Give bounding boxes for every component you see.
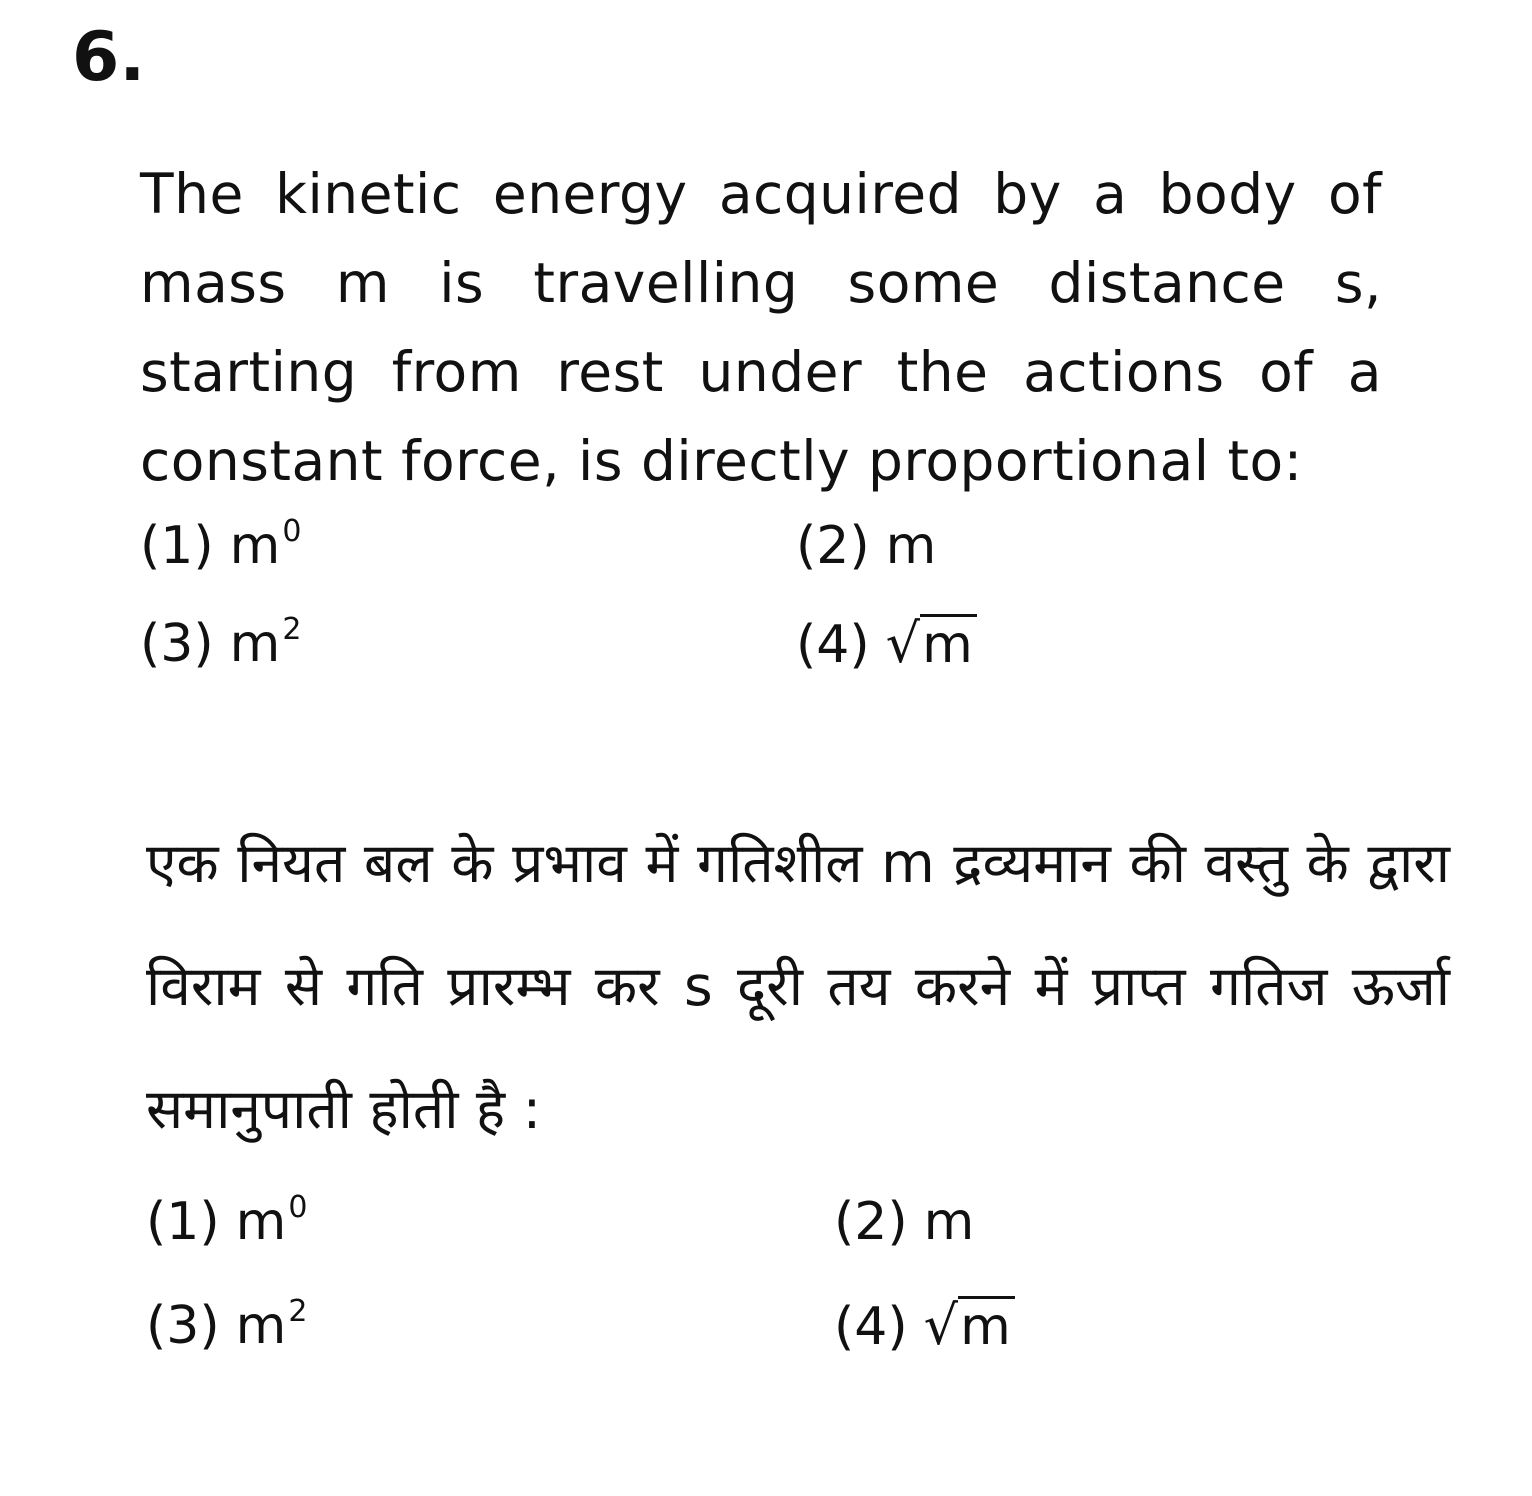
radical-sign: √ [885,612,921,675]
option-number: (2) [796,516,870,576]
option-base: m [885,516,937,576]
option-1-english[interactable] [140,514,301,586]
option-number: (3) [146,1296,220,1356]
option-exponent: 0 [282,514,302,549]
radical-sign: √ [923,1294,959,1357]
option-1-hindi[interactable] [146,1190,307,1262]
question-number: 6. [72,18,146,97]
option-3-hindi[interactable] [146,1294,307,1366]
option-number: (3) [140,614,214,674]
option-number: (2) [834,1192,908,1252]
radicand: m [958,1296,1015,1353]
option-number: (1) [140,516,214,576]
option-base: m [235,1192,287,1252]
option-base: m [229,516,281,576]
option-2-english[interactable] [796,514,936,578]
option-3-english[interactable] [140,612,301,684]
question-text-hindi: एक नियत बल के प्रभाव में गतिशील m द्रव्यमान की वस्तु के द्वारा विराम से गति प्रारम्भ कर s दूरी तय करने में प्राप्त गतिज ऊर्जा समानुपाती होती है : [146,831,1450,1141]
option-base: m [923,1192,975,1252]
option-exponent: 2 [288,1294,308,1329]
square-root [886,612,977,677]
option-exponent: 0 [288,1190,308,1225]
option-base: m [235,1296,287,1356]
option-4-hindi[interactable] [834,1294,1015,1359]
option-2-hindi[interactable] [834,1190,974,1254]
option-exponent: 2 [282,612,302,647]
option-4-english[interactable] [796,612,977,677]
radicand: m [920,614,977,671]
option-number: (1) [146,1192,220,1252]
question-text-english: The kinetic energy acquired by a body of mass m is travelling some distance s, starting from rest under the actions of a constant force, is directly proportional to: [140,162,1382,493]
option-number: (4) [796,615,870,675]
option-number: (4) [834,1297,908,1357]
square-root [924,1294,1015,1359]
option-base: m [229,614,281,674]
